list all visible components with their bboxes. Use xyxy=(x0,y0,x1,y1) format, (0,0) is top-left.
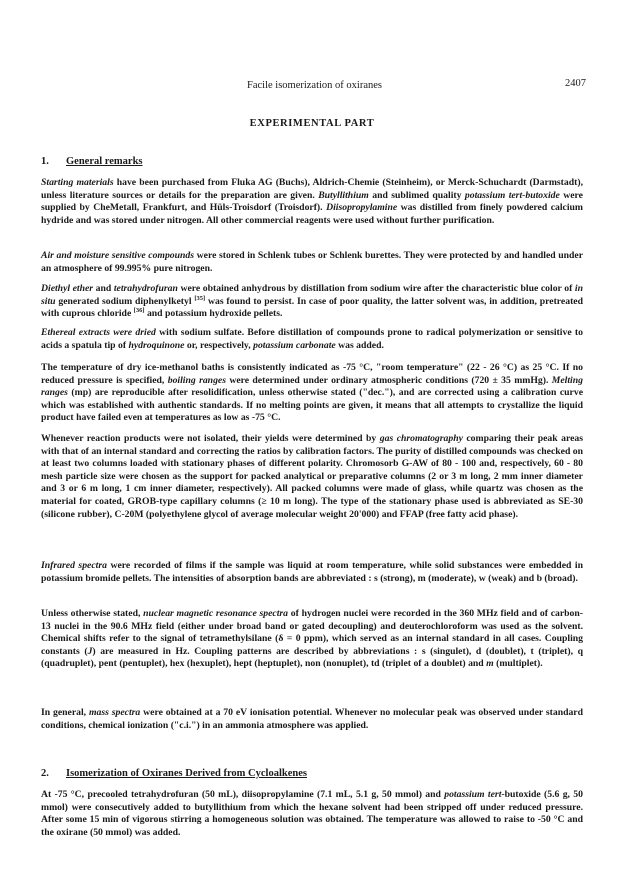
emphasis: gas chromatography xyxy=(379,433,463,444)
emphasis: tetrahydrofuran xyxy=(113,283,178,294)
paragraph-solvents xyxy=(41,283,583,321)
text: with sodium sulfate. Before distillation of compounds prone to radical polymerization or sensitive to acids a spatula tip of xyxy=(41,327,583,351)
text: -butoxide (5.6 g, 50 mmol) were consecutively added to butyllithium from which the hexane solvent had been stripped off under reduced pressure. After some 15 min of vigorous stirring a homogeneous solution was obtained. The temperature was allowed to raise to -50 °C and the oxirane (50 mmol) was added. xyxy=(41,789,583,838)
paragraph-temperature xyxy=(41,362,583,425)
emphasis: potassium tert-butoxide xyxy=(464,189,560,201)
emphasis: nuclear magnetic resonance spectra xyxy=(143,608,289,619)
text: were obtained anhydrous by distillation from sodium wire after the characteristic blue color of xyxy=(177,283,575,294)
emphasis: hydroquinone xyxy=(128,339,185,351)
text: were determined under ordinary atmospheric conditions (720 ± 35 mmHg). xyxy=(225,374,552,386)
text: have been purchased from Fluka AG (Buchs), Aldrich-Chemie (Steinheim), or Merck-Schuchardt (Darmstadt), unless literature sources or details for the preparation are given. xyxy=(41,177,583,201)
paragraph-mass-spectra xyxy=(41,707,583,732)
text: were supplied by CheMetall, Frankfurt, and Hüls-Troisdorf (Troisdorf). xyxy=(41,189,583,214)
text: generated sodium diphenylketyl xyxy=(55,295,195,307)
text: was added. xyxy=(335,339,384,351)
emphasis: boiling ranges xyxy=(167,374,226,386)
paragraph-ethereal-extracts xyxy=(41,327,583,352)
section-heading-isomerization xyxy=(41,768,307,779)
paragraph-nmr xyxy=(41,608,583,671)
reference-marker: [35] xyxy=(194,294,206,302)
emphasis: Diethyl ether xyxy=(41,283,94,294)
paragraph-air-moisture xyxy=(41,250,583,275)
emphasis: in situ xyxy=(41,283,583,307)
text: comparing their peak areas with that of an internal standard and correcting the ratios by calibration factors. The purity of distilled compounds was checked on at least two columns loaded with stationary phases of different polarity. Chromosorb G-AW of 80 - 100 and, respectively, 60 - 80 mesh particle size were chosen as the support for packed analytical or preparative columns (2 or 3 m long, 2 mm inner diameter and 3 or 6 m long, 1 cm inner diameter, respectively). All packed columns were made of glass, while quartz was chosen as the material for coated, GROB-type capillary columns (≥ 10 m long). The type of the stationary phase used is abbreviated as SE-30 (silicone rubber), C-20M (polyethylene glycol of average molecular weight 20'000) and FFAP (free fatty acid phase). xyxy=(41,433,583,520)
text: (multiplet). xyxy=(493,658,543,670)
text: were stored in Schlenk tubes or Schlenk burettes. They were protected by and handled under an atmosphere of 99.995% pure nitrogen. xyxy=(41,250,583,274)
text: or, respectively, xyxy=(184,339,254,351)
text: were recorded of films if the sample was liquid at room temperature, while solid substances were embedded in potassium bromide pellets. The intensities of absorption bands are abbreviated : s (strong), m (moderate), w (weak) and b (broad). xyxy=(41,560,583,584)
emphasis: Melting ranges xyxy=(41,374,583,399)
paragraph-infrared xyxy=(41,560,583,585)
text: and xyxy=(93,283,114,294)
paragraph-procedure xyxy=(41,789,583,839)
text: Whenever reaction products were not isolated, their yields were determined by xyxy=(41,433,380,444)
section-number: 2. xyxy=(41,768,49,779)
text: was distilled from finely powdered calcium hydride and was stored under nitrogen. All other commercial reagents were used without further purification. xyxy=(41,202,583,226)
text: ) are measured in Hz. Coupling patterns are described by abbreviations : s (singulet), d (doublet), t (triplet), q (quadruplet), pent (pentuplet), hex (hexuplet), hept (heptuplet), non (nonuplet), td (triplet of a doublet) and xyxy=(41,645,584,670)
section-title: EXPERIMENTAL PART xyxy=(249,118,375,129)
text: (mp) are reproducible after resolidification, unless otherwise stated ("dec."), and are corrected using a calibration curve which was established with authentic standards. If no melting points are given, it means that all attempts to crystallize the liquid product have failed even at temperatures as low as -75 °C. xyxy=(41,387,583,424)
section-heading-general-remarks xyxy=(41,156,143,167)
emphasis: Infrared spectra xyxy=(41,560,107,571)
emphasis: Diisopropylamine xyxy=(326,202,398,214)
text: In general, xyxy=(41,707,89,718)
emphasis: m xyxy=(486,658,494,670)
text: were obtained at a 70 eV ionisation potential. Whenever no molecular peak was observed under standard conditions, chemical ionization ("c.i.") in an ammonia atmosphere was applied. xyxy=(41,707,583,731)
text: was found to persist. In case of poor quality, the latter solvent was, in addition, pretreated with cuprous chloride xyxy=(41,295,583,320)
emphasis: Starting materials xyxy=(41,177,114,188)
text: of hydrogen nuclei were recorded in the 360 MHz field and of carbon-13 nuclei in the 90.6 MHz field (either under broad band or gated decoupling) and deuterochloroform was used as the solvent. Chemical shifts refer to the signal of tetramethylsilane (δ = 0 ppm), which served as an internal standard in all cases. Coupling constants ( xyxy=(41,608,583,657)
emphasis: J xyxy=(87,645,93,657)
text: and sublimed quality xyxy=(368,189,465,201)
page-number: 2407 xyxy=(565,78,586,89)
emphasis: potassium tert xyxy=(444,789,502,800)
emphasis: potassium carbonate xyxy=(253,339,336,351)
running-title: Facile isomerization of oxiranes xyxy=(247,80,382,91)
section-heading-title: Isomerization of Oxiranes Derived from Cycloalkenes xyxy=(66,768,307,779)
emphasis: Air and moisture sensitive compounds xyxy=(41,250,195,261)
emphasis: mass spectra xyxy=(88,707,141,718)
text: At -75 °C, precooled tetrahydrofuran (50 mL), diisopropylamine (7.1 mL, 5.1 g, 50 mmol) and xyxy=(41,789,445,800)
emphasis: Ethereal extracts were dried xyxy=(41,327,156,338)
text: The temperature of dry ice-methanol baths is consistently indicated as -75 °C, "room temperature" (22 - 26 °C) as 25 °C. If no reduced pressure is specified, xyxy=(41,362,583,386)
reference-marker: [36] xyxy=(133,306,145,314)
emphasis: Butyllithium xyxy=(318,189,369,201)
paragraph-starting-materials xyxy=(41,177,583,227)
section-number: 1. xyxy=(41,156,49,167)
text: and potassium hydroxide pellets. xyxy=(144,308,283,320)
section-heading-title: General remarks xyxy=(66,156,143,167)
text: Unless otherwise stated, xyxy=(41,608,144,619)
paragraph-gas-chromatography xyxy=(41,433,583,521)
